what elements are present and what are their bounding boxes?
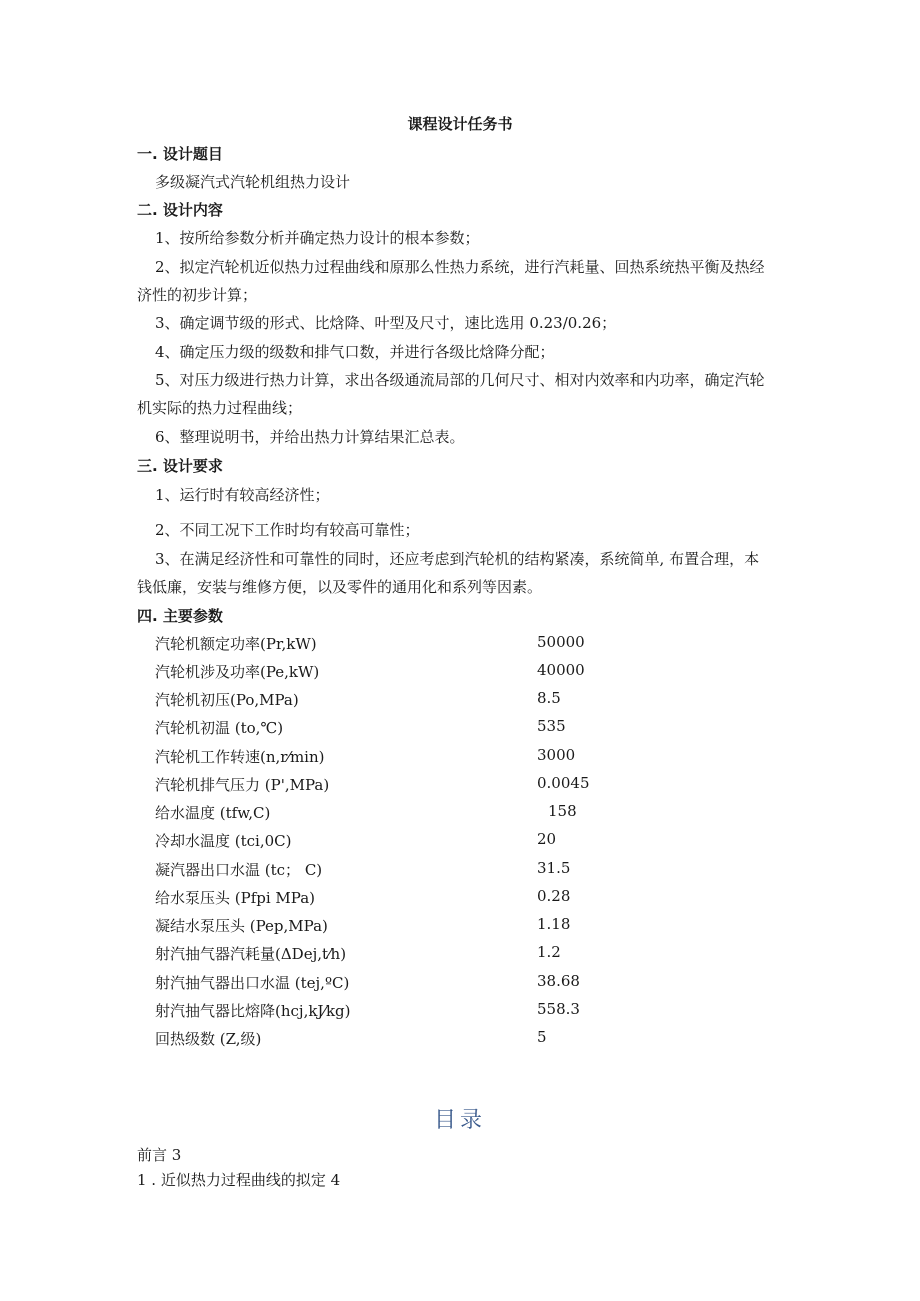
param-name: 汽轮机涉及功率(Pe,kW) <box>155 663 320 681</box>
topic-text: 多级凝汽式汽轮机组热力设计 <box>155 173 351 191</box>
section-heading-content: 二. 设计内容 <box>137 201 223 219</box>
page-title: 课程设计任务书 <box>407 115 513 133</box>
section-heading-topic: 一. 设计题目 <box>137 145 223 163</box>
param-name: 汽轮机额定功率(Pr,kW) <box>155 635 317 653</box>
param-name: 汽轮机排气压力 (P',MPa) <box>155 776 330 794</box>
toc-title: 目录 <box>433 1108 486 1133</box>
param-value: 158 <box>548 802 577 820</box>
toc-entry[interactable]: 1 . 近似热力过程曲线的拟定 4 <box>137 1171 341 1189</box>
param-value: 3000 <box>537 746 576 764</box>
param-value: 1.2 <box>537 943 561 961</box>
param-value: 50000 <box>537 633 585 651</box>
param-name: 给水泵压头 (Pfpi MPa) <box>155 889 316 907</box>
param-value: 0.0045 <box>537 774 590 792</box>
content-item: 4、确定压力级的级数和排气口数，并进行各级比焓降分配； <box>155 343 555 361</box>
param-value: 5 <box>537 1028 547 1046</box>
param-name: 汽轮机初压(Po,MPa) <box>155 691 299 709</box>
param-name: 射汽抽气器比熔降(hcj,kJ⁄kg) <box>155 1002 351 1020</box>
param-name: 射汽抽气器出口水温 (tej,ºC) <box>155 974 350 992</box>
param-value: 31.5 <box>537 859 571 877</box>
section-heading-requirements: 三. 设计要求 <box>137 457 223 475</box>
param-name: 凝汽器出口水温 (tc； C) <box>155 861 323 879</box>
param-value: 20 <box>537 830 557 848</box>
content-item: 1、按所给参数分析并确定热力设计的根本参数； <box>155 229 480 247</box>
param-value: 40000 <box>537 661 585 679</box>
section-heading-parameters: 四. 主要参数 <box>137 607 223 625</box>
requirement-item: 2、不同工况下工作时均有较高可靠性； <box>155 521 420 539</box>
param-name: 凝结水泵压头 (Pep,MPa) <box>155 917 328 935</box>
param-value: 535 <box>537 717 566 735</box>
content-item: 3、确定调节级的形式、比焓降、叶型及尺寸，速比选用 0.23/0.26； <box>155 314 617 332</box>
requirement-item: 3、在满足经济性和可靠性的同时，还应考虑到汽轮机的结构紧凑，系统简单, 布置合理，本 <box>155 550 760 568</box>
toc-entry[interactable]: 前言 3 <box>137 1146 182 1164</box>
param-value: 1.18 <box>537 915 571 933</box>
param-name: 汽轮机工作转速(n,r⁄min) <box>155 748 325 766</box>
param-value: 558.3 <box>537 1000 580 1018</box>
param-value: 0.28 <box>537 887 571 905</box>
requirement-item: 钱低廉，安装与维修方便，以及零件的通用化和系列等因素。 <box>137 578 543 596</box>
param-name: 射汽抽气器汽耗量(ΔDej,t⁄h) <box>155 945 347 963</box>
param-name: 回热级数 (Z,级) <box>155 1030 262 1048</box>
content-item: 5、对压力级进行热力计算，求出各级通流局部的几何尺寸、相对内效率和内功率，确定汽轮 <box>155 371 765 389</box>
content-item: 2、拟定汽轮机近似热力过程曲线和原那么性热力系统，进行汽耗量、回热系统热平衡及热经 <box>155 258 765 276</box>
param-value: 38.68 <box>537 972 580 990</box>
param-value: 8.5 <box>537 689 561 707</box>
param-name: 给水温度 (tfw,C) <box>155 804 271 822</box>
content-item: 机实际的热力过程曲线； <box>137 399 303 417</box>
param-name: 冷却水温度 (tci,0C) <box>155 832 292 850</box>
content-item: 济性的初步计算； <box>137 286 258 304</box>
param-name: 汽轮机初温 (to,℃) <box>155 719 284 737</box>
content-item: 6、整理说明书，并给出热力计算结果汇总表。 <box>155 428 465 446</box>
requirement-item: 1、运行时有较高经济性； <box>155 486 330 504</box>
